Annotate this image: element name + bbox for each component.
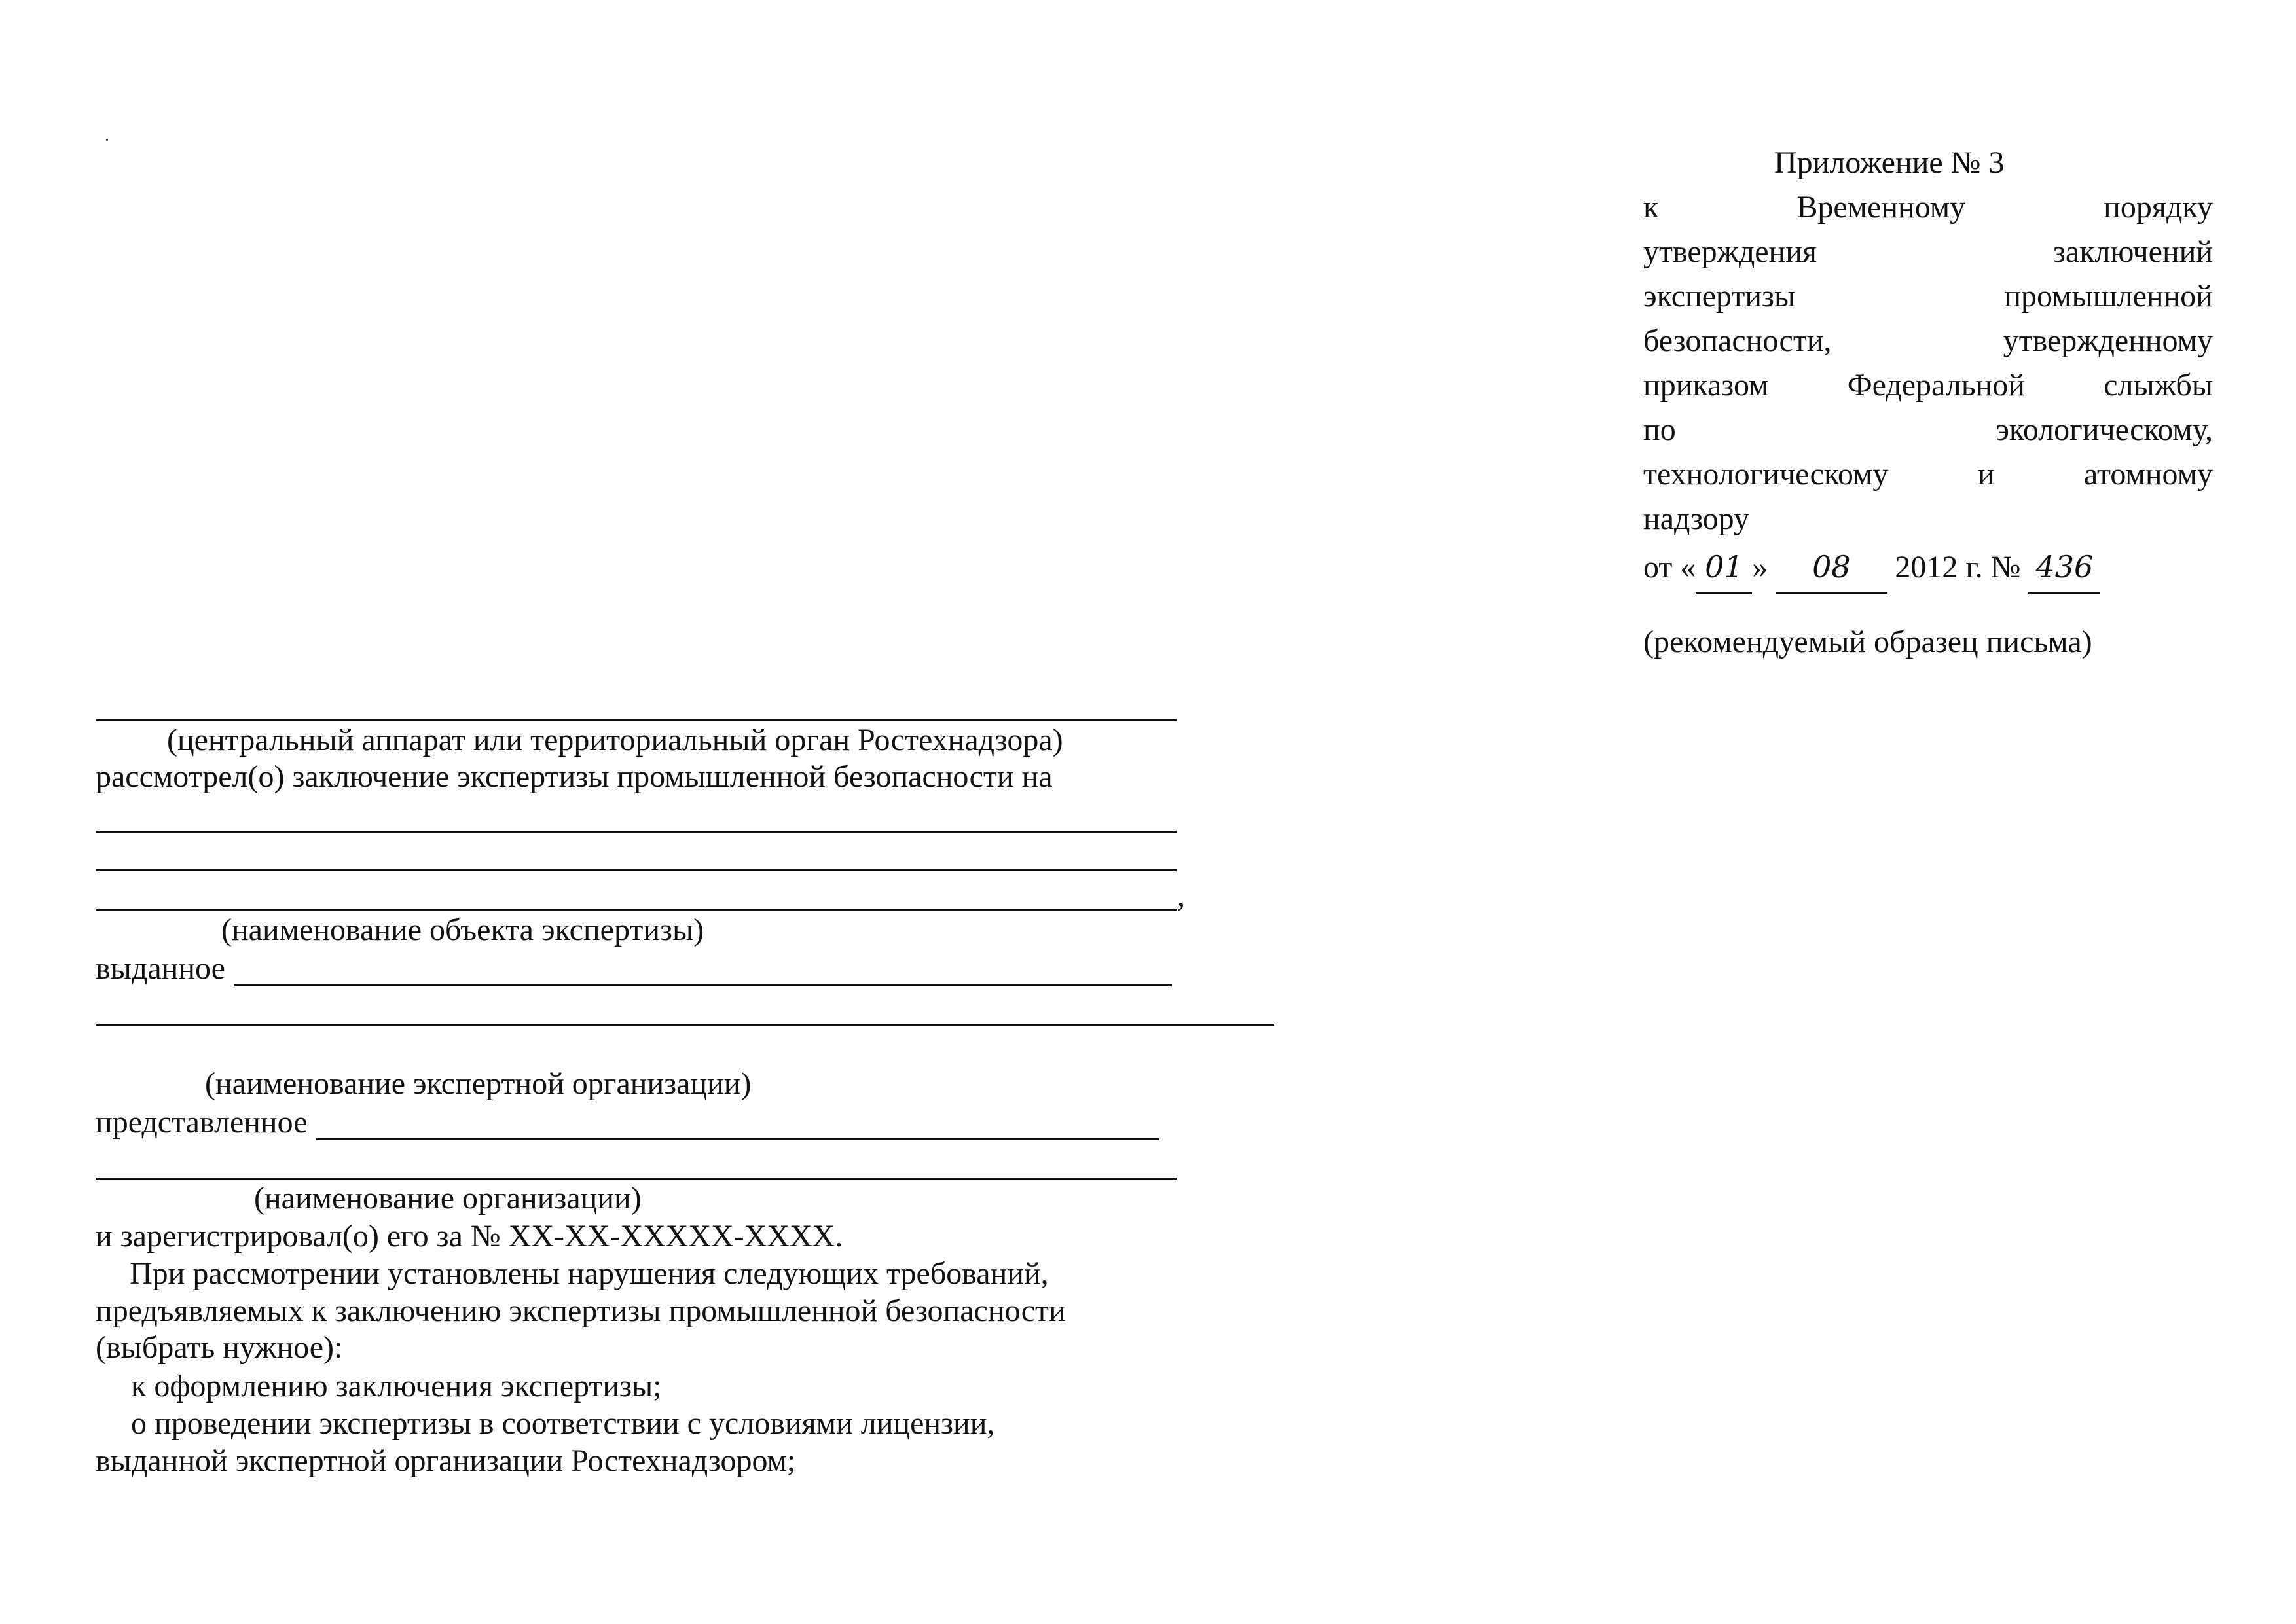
appendix-word: технологическому: [1643, 457, 1889, 492]
reviewed-text: рассмотрел(о) заключение экспертизы промышленной безопасности на: [96, 759, 1053, 794]
appendix-word: Федеральной: [1847, 368, 2025, 403]
appendix-word: по: [1643, 412, 1676, 447]
appendix-word: слыжбы: [2104, 368, 2213, 403]
appendix-word: к: [1643, 190, 1659, 225]
date-prefix: от «: [1643, 550, 1696, 585]
requirement-item-1: к оформлению заключения экспертизы;: [131, 1369, 662, 1403]
submitted-fill-line: [316, 1138, 1159, 1140]
caption-org: (наименование организации): [254, 1181, 642, 1216]
appendix-line: [1643, 363, 2213, 408]
violations-line-2: предъявляемых к заключению экспертизы промышленной безопасности: [96, 1293, 1066, 1328]
violations-line-1: При рассмотрении установлены нарушения следующих требований,: [130, 1256, 1049, 1291]
appendix-word: безопасности,: [1643, 323, 1832, 358]
registered-text: и зарегистрировал(о) его за № XX-XX-XXXXX-XXXX.: [96, 1219, 843, 1254]
appendix-line: [1643, 452, 2213, 497]
date-month-field: 08: [1776, 541, 1887, 594]
requirement-item-2: о проведении экспертизы в соответствии с условиями лицензии,: [131, 1406, 995, 1441]
caption-expert-org: (наименование экспертной организации): [205, 1066, 752, 1101]
requirement-item-2-cont: выданной экспертной организации Ростехнадзором;: [96, 1443, 796, 1478]
appendix-word: надзору: [1643, 501, 1750, 536]
caption-object: (наименование объекта экспертизы): [221, 912, 704, 947]
appendix-word: порядку: [2104, 190, 2213, 225]
violations-line-3: (выбрать нужное):: [96, 1330, 343, 1365]
appendix-line: [1643, 274, 2213, 319]
appendix-word: заключений: [2052, 234, 2213, 269]
appendix-word: экологическому,: [1995, 412, 2213, 447]
appendix-block: [1643, 141, 2213, 661]
submitted-label: представленное: [96, 1105, 308, 1140]
authority-fill-line: [96, 719, 1177, 721]
appendix-word: экспертизы: [1643, 279, 1796, 314]
appendix-reference: [1643, 185, 2213, 541]
object-fill-line-3: [96, 909, 1177, 911]
appendix-word: атомному: [2083, 457, 2213, 492]
object-fill-line-2: [96, 869, 1177, 871]
caption-authority: (центральный аппарат или территориальный орган Ростехнадзора): [167, 723, 1063, 757]
sample-label: (рекомендуемый образец письма): [1643, 624, 2092, 659]
issued-fill-line: [234, 984, 1172, 986]
appendix-word: Временному: [1796, 190, 1966, 225]
appendix-word: и: [1977, 457, 1995, 492]
expert-org-fill-line: [96, 1024, 1274, 1026]
appendix-word: приказом: [1643, 368, 1769, 403]
date-year: 2012 г. №: [1895, 550, 2021, 585]
appendix-line: [1643, 185, 2213, 230]
appendix-date-line: [1643, 541, 2213, 594]
appendix-word: утверждения: [1643, 234, 1817, 269]
appendix-word: утвержденному: [2003, 323, 2213, 358]
appendix-word: промышленной: [2004, 279, 2213, 314]
date-mid: »: [1752, 550, 1768, 585]
order-number-field: 436: [2028, 541, 2100, 594]
appendix-line: [1643, 319, 2213, 363]
issued-label: выданное: [96, 951, 225, 986]
appendix-line: [1643, 230, 2213, 274]
appendix-line: [1643, 408, 2213, 452]
appendix-title: Приложение № 3: [1774, 145, 2005, 180]
object-fill-line-1: [96, 831, 1177, 833]
appendix-line: [1643, 497, 2213, 541]
object-comma: ,: [1177, 878, 1185, 913]
date-day-field: 01: [1696, 541, 1752, 594]
scan-speck: [106, 139, 108, 141]
